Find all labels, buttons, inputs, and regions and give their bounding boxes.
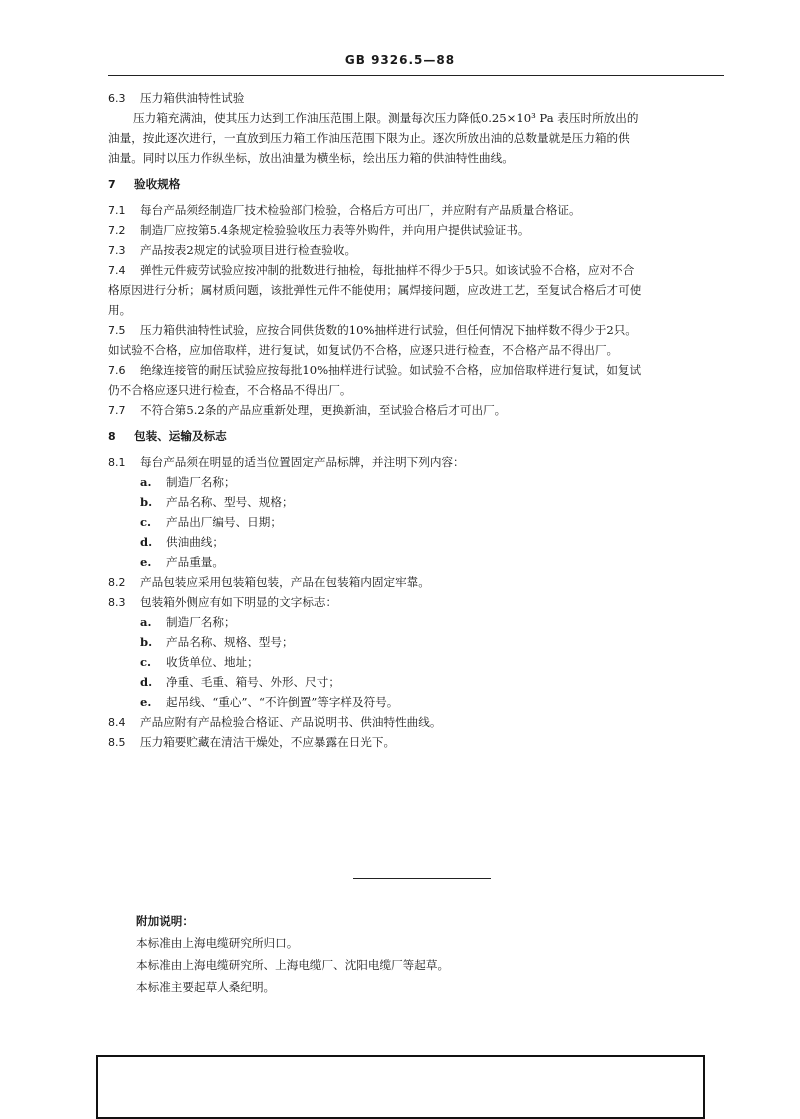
clause-text: 弹性元件疲劳试验应按冲制的批数进行抽检，每批抽样不得少于5只。如该试验不合格，应对不合 — [140, 263, 635, 277]
clause-number: 7.6 — [108, 364, 126, 377]
clause-text: 产品应附有产品检验合格证、产品说明书、供油特性曲线。 — [140, 715, 442, 729]
section-number: 7 — [108, 178, 116, 191]
appendix-line: 本标准由上海电缆研究所归口。 — [136, 936, 299, 950]
list-letter: d. — [140, 675, 153, 689]
paragraph-line: 用。 — [108, 303, 132, 317]
list-item — [108, 632, 728, 652]
list-letter: c. — [140, 515, 152, 529]
clause-text: 绝缘连接管的耐压试验应按每批10%抽样进行试验。如试验不合格，应加倍取样进行复试，如复试 — [140, 363, 642, 377]
list-letter: e. — [140, 695, 152, 709]
clause-text: 压力箱要贮藏在清洁干燥处，不应暴露在日光下。 — [140, 735, 396, 749]
list-text: 收货单位、地址； — [166, 655, 259, 669]
list-text: 制造厂名称； — [166, 475, 236, 489]
list-item — [108, 612, 728, 632]
clause-7-6 — [108, 360, 728, 380]
paragraph-line: 如试验不合格，应加倍取样，进行复试，如复试仍不合格，应逐只进行检查，不合格产品不得出厂。 — [108, 343, 619, 357]
clause-number: 8.1 — [108, 456, 126, 469]
paragraph-line: 油量，按此逐次进行，一直放到压力箱工作油压范围下限为止。逐次所放出油的总数量就是压力箱的供 — [108, 131, 630, 145]
clause-8-3 — [108, 592, 728, 612]
clause-text: 不符合第5.2条的产品应重新处理，更换新油，至试验合格后才可出厂。 — [140, 403, 507, 417]
paragraph-line: 油量。同时以压力作纵坐标，放出油量为横坐标，绘出压力箱的供油特性曲线。 — [108, 151, 514, 165]
section-7-heading — [108, 174, 728, 194]
clause-text: 包装箱外侧应有如下明显的文字标志： — [140, 595, 338, 609]
clause-text: 制造厂应按第5.4条规定检验验收压力表等外购件，并向用户提供试验证书。 — [140, 223, 530, 237]
clause-8-2 — [108, 572, 728, 592]
clause-text: 压力箱供油特性试验，应按合同供货数的10%抽样进行试验，但任何情况下抽样数不得少于2只。 — [140, 323, 637, 337]
appendix-title: 附加说明： — [136, 914, 194, 928]
appendix-line: 本标准由上海电缆研究所、上海电缆厂、沈阳电缆厂等起草。 — [136, 958, 450, 972]
list-text: 制造厂名称； — [166, 615, 236, 629]
list-letter: b. — [140, 495, 153, 509]
list-text: 产品名称、型号、规格； — [166, 495, 294, 509]
list-item — [108, 532, 728, 552]
appendix-notes — [136, 910, 696, 998]
list-text: 产品名称、规格、型号； — [166, 635, 294, 649]
list-text: 净重、毛重、箱号、外形、尺寸； — [166, 675, 340, 689]
clause-text: 产品包装应采用包装箱包装，产品在包装箱内固定牢靠。 — [140, 575, 430, 589]
list-letter: e. — [140, 555, 152, 569]
clause-text: 每台产品须在明显的适当位置固定产品标牌，并注明下列内容： — [140, 455, 465, 469]
list-item — [108, 692, 728, 712]
list-letter: c. — [140, 655, 152, 669]
clause-number: 6.3 — [108, 92, 126, 105]
clause-text: 每台产品须经制造厂技术检验部门检验，合格后方可出厂，并应附有产品质量合格证。 — [140, 203, 581, 217]
clause-number: 8.3 — [108, 596, 126, 609]
standard-number-header: GB 9326.5—88 — [344, 53, 456, 67]
clause-number: 8.5 — [108, 736, 126, 749]
list-letter: a. — [140, 615, 152, 629]
clause-number: 7.7 — [108, 404, 126, 417]
clause-7-7 — [108, 400, 728, 420]
clause-8-1 — [108, 452, 728, 472]
clause-7-4 — [108, 260, 728, 280]
paragraph-line: 仍不合格应逐只进行检查，不合格品不得出厂。 — [108, 383, 352, 397]
list-letter: d. — [140, 535, 153, 549]
clause-number: 7.1 — [108, 204, 126, 217]
header-rule — [108, 75, 724, 76]
clause-number: 8.2 — [108, 576, 126, 589]
clause-8-4 — [108, 712, 728, 732]
clause-7-5 — [108, 320, 728, 340]
section-title: 验收规格 — [134, 177, 181, 191]
appendix-line: 本标准主要起草人桑纪明。 — [136, 980, 276, 994]
section-number: 8 — [108, 430, 116, 443]
list-letter: a. — [140, 475, 152, 489]
list-item — [108, 492, 728, 512]
clause-number: 7.4 — [108, 264, 126, 277]
bottom-frame — [96, 1055, 705, 1119]
list-item — [108, 552, 728, 572]
clause-8-5 — [108, 732, 728, 752]
list-text: 产品重量。 — [166, 555, 224, 569]
clause-text: 产品按表2规定的试验项目进行检查验收。 — [140, 243, 357, 257]
list-text: 产品出厂编号、日期； — [166, 515, 282, 529]
paragraph-line: 压力箱充满油，使其压力达到工作油压范围上限。测量每次压力降低0.25×10³ Pa 表压时所放出的 — [133, 111, 639, 125]
list-letter: b. — [140, 635, 153, 649]
clause-7-3 — [108, 240, 728, 260]
end-of-text-rule — [353, 878, 491, 879]
clause-7-1 — [108, 200, 728, 220]
list-text: 供油曲线； — [166, 535, 224, 549]
clause-number: 7.5 — [108, 324, 126, 337]
clause-number: 7.3 — [108, 244, 126, 257]
clause-7-2 — [108, 220, 728, 240]
clause-number: 7.2 — [108, 224, 126, 237]
section-title: 包装、运输及标志 — [134, 429, 227, 443]
list-item — [108, 652, 728, 672]
clause-title: 压力箱供油特性试验 — [140, 91, 245, 105]
list-item — [108, 472, 728, 492]
list-text: 起吊线、“重心”、“不许倒置”等字样及符号。 — [166, 695, 399, 709]
list-item — [108, 672, 728, 692]
document-body — [108, 88, 728, 752]
clause-number: 8.4 — [108, 716, 126, 729]
paragraph-line: 格原因进行分析；属材质问题，该批弹性元件不能使用；属焊接问题，应改进工艺，至复试合格后才可使 — [108, 283, 642, 297]
list-item — [108, 512, 728, 532]
section-6-3-heading — [108, 88, 728, 108]
section-8-heading — [108, 426, 728, 446]
